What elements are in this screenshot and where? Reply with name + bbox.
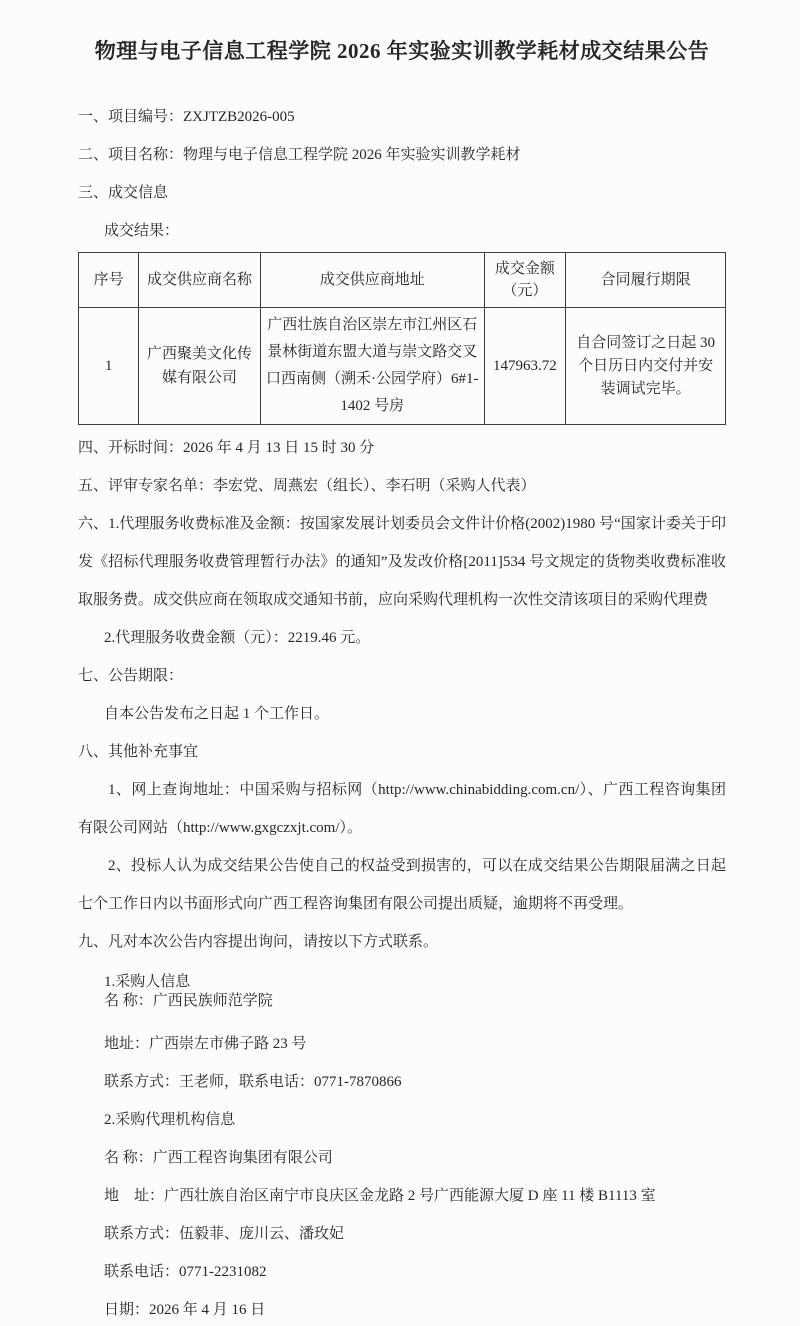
para-project-name: 二、项目名称：物理与电子信息工程学院 2026 年实验实训教学耗材 (78, 147, 521, 163)
para-agency-contact: 联系方式：伍毅菲、庞川云、潘玫妃 (104, 1226, 345, 1242)
para-objection: 2、投标人认为成交结果公告使自己的权益受到损害的，可以在成交结果公告期限届满之日起七个工作日内以书面形式向广西工程咨询集团有限公司提出质疑，逾期将不再受理。 (78, 858, 726, 912)
cell-supplier-name: 广西聚美文化传媒有限公司 (139, 308, 261, 425)
table-header-seq: 序号 (79, 253, 139, 308)
table-header-amount: 成交金额（元） (484, 253, 566, 308)
table-header-row (79, 253, 726, 308)
cell-contract-term: 自合同签订之日起 30 个日历日内交付并安装调试完毕。 (566, 308, 726, 425)
para-agency-name: 名 称：广西工程咨询集团有限公司 (104, 1150, 333, 1166)
award-result-table (78, 252, 726, 425)
para-purchaser-contact: 联系方式：王老师，联系电话：0771-7870866 (104, 1074, 402, 1090)
para-bid-opening-time: 四、开标时间：2026 年 4 月 13 日 15 时 30 分 (78, 440, 375, 456)
para-award-info-heading: 三、成交信息 (78, 185, 169, 201)
document-title: 物理与电子信息工程学院 2026 年实验实训教学耗材成交结果公告 (94, 39, 710, 63)
para-agency-heading: 2.采购代理机构信息 (104, 1112, 236, 1128)
cell-amount: 147963.72 (484, 308, 566, 425)
para-purchaser-heading: 1.采购人信息 (104, 974, 191, 990)
para-purchaser-address: 地址：广西崇左市佛子路 23 号 (104, 1036, 307, 1052)
table-header-contract-term: 合同履行期限 (566, 253, 726, 308)
para-announcement-period: 自本公告发布之日起 1 个工作日。 (104, 706, 330, 722)
para-contact-heading: 九、凡对本次公告内容提出询问，请按以下方式联系。 (78, 934, 439, 950)
para-agency-address: 地 址：广西壮族自治区南宁市良庆区金龙路 2 号广西能源大厦 D 座 11 楼 B1113 室 (104, 1188, 656, 1204)
table-header-supplier-address: 成交供应商地址 (260, 253, 484, 308)
para-agency-fee-standard: 六、1.代理服务收费标准及金额：按国家发展计划委员会文件计价格(2002)1980 号“国家计委关于印发《招标代理服务收费管理暂行办法》的通知”及发改价格[2011]534 号文规定的货物类收费标准收取服务费。成交供应商在领取成交通知书前，应向采购代理机构一次性交清该项目的采购代理费 (78, 516, 726, 608)
para-agency-fee-amount: 2.代理服务收费金额（元）：2219.46 元。 (104, 630, 371, 646)
para-other-matters-heading: 八、其他补充事宜 (78, 744, 199, 760)
para-agency-phone: 联系电话：0771-2231082 (104, 1264, 267, 1280)
para-expert-list: 五、评审专家名单：李宏党、周燕宏（组长）、李石明（采购人代表） (78, 478, 536, 494)
para-date: 日期：2026 年 4 月 16 日 (104, 1302, 266, 1318)
para-purchaser-name: 名 称：广西民族师范学院 (104, 993, 273, 1009)
cell-seq: 1 (79, 308, 139, 425)
para-project-number: 一、项目编号：ZXJTZB2026-005 (78, 109, 295, 125)
table-row (79, 308, 726, 425)
table-header-supplier-name: 成交供应商名称 (139, 253, 261, 308)
cell-supplier-address: 广西壮族自治区崇左市江州区石景林街道东盟大道与崇文路交叉口西南侧（溯禾·公园学府）6#1-1402 号房 (260, 308, 484, 425)
para-award-result-label: 成交结果： (104, 223, 180, 239)
para-online-query: 1、网上查询地址：中国采购与招标网（http://www.chinabidding.com.cn/）、广西工程咨询集团有限公司网站（http://www.gxgczxjt.com/）。 (78, 782, 726, 836)
para-announcement-period-heading: 七、公告期限： (78, 668, 184, 684)
